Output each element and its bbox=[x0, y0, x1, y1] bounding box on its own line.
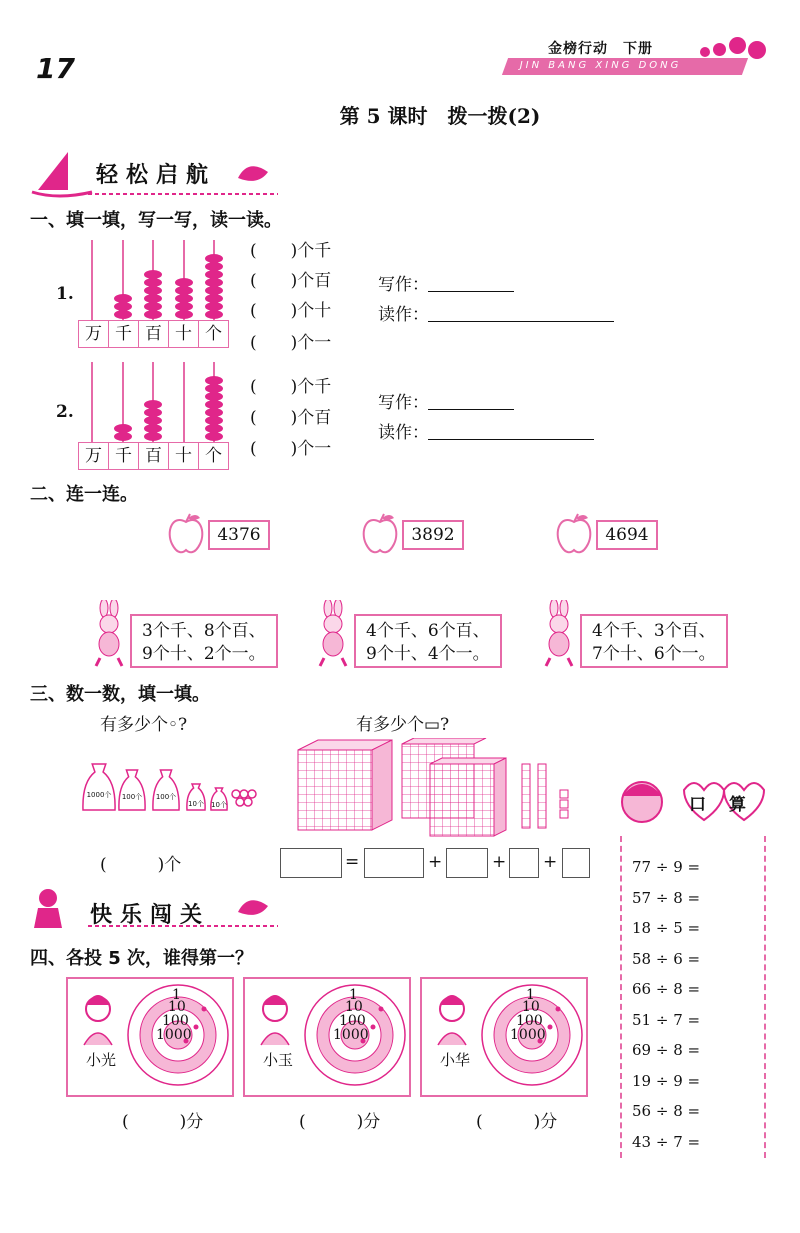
abacus-bead bbox=[205, 376, 223, 385]
decor-dot bbox=[729, 37, 746, 54]
decor-dot bbox=[700, 47, 710, 57]
abacus-bead bbox=[144, 310, 162, 319]
place-label: 个 bbox=[205, 324, 222, 344]
abacus-bead bbox=[205, 270, 223, 279]
abacus-bead bbox=[205, 424, 223, 433]
q1-write-line[interactable] bbox=[428, 291, 514, 292]
beads-icon bbox=[230, 788, 260, 810]
plus-sign: + bbox=[543, 852, 558, 872]
abacus-bead bbox=[114, 424, 132, 433]
abacus-rod bbox=[91, 240, 93, 320]
abacus-rod bbox=[183, 362, 185, 442]
abacus-bead bbox=[205, 416, 223, 425]
target-ring-label: 100 bbox=[162, 1013, 189, 1029]
description-card[interactable] bbox=[580, 614, 728, 668]
q1-read-label: 读作： bbox=[378, 305, 429, 325]
q3-answer-box[interactable] bbox=[364, 848, 424, 878]
abacus-bead bbox=[205, 254, 223, 263]
description-line: 4个千、3个百、 bbox=[592, 621, 716, 641]
oral-calc-item[interactable]: 58 ÷ 6 = bbox=[632, 949, 701, 968]
rabbit-icon bbox=[90, 600, 130, 668]
page-number: 17 bbox=[36, 52, 75, 85]
abacus-bead bbox=[144, 278, 162, 287]
score-answer[interactable]: ( )分 bbox=[476, 1112, 558, 1132]
oral-calc-item[interactable]: 18 ÷ 5 = bbox=[632, 919, 701, 937]
apple-icon bbox=[166, 512, 206, 556]
header-band bbox=[502, 58, 748, 75]
oral-calc-item[interactable]: 43 ÷ 7 = bbox=[632, 1132, 701, 1151]
q2-write-label: 写作： bbox=[378, 393, 429, 413]
blocks-icon bbox=[290, 738, 590, 838]
abacus-bead bbox=[144, 286, 162, 295]
q1-write-label: 写作： bbox=[378, 275, 429, 295]
oral-calc-item[interactable]: 69 ÷ 8 = bbox=[632, 1041, 701, 1059]
oral-calc-item[interactable]: 66 ÷ 8 = bbox=[632, 980, 701, 998]
player-name: 小玉 bbox=[263, 1051, 294, 1069]
place-label: 万 bbox=[79, 321, 109, 347]
header-title: 金榜行动 下册 bbox=[548, 41, 653, 57]
oral-calc-item[interactable]: 51 ÷ 7 = bbox=[632, 1010, 701, 1029]
abacus-bead bbox=[114, 294, 132, 303]
player-name: 小光 bbox=[86, 1051, 117, 1069]
decor-dot bbox=[748, 41, 766, 59]
target-ring-label: 10 bbox=[168, 999, 186, 1015]
apple-icon bbox=[554, 512, 594, 556]
abacus-rod bbox=[91, 362, 93, 442]
place-label: 十 bbox=[169, 321, 199, 347]
q3-answer-box[interactable] bbox=[280, 848, 342, 878]
score-answer[interactable]: ( )分 bbox=[299, 1112, 381, 1132]
abacus-bead bbox=[144, 302, 162, 311]
equals-sign: = bbox=[345, 852, 360, 872]
number-card[interactable]: 3892 bbox=[402, 520, 464, 550]
section2-title: 二、连一连。 bbox=[30, 484, 138, 505]
abacus-bead bbox=[205, 392, 223, 401]
target-ring-label: 1000 bbox=[510, 1027, 546, 1043]
abacus-1-labels bbox=[78, 320, 229, 348]
abacus-bead bbox=[114, 432, 132, 441]
q2-row[interactable]: ( )个百 bbox=[250, 408, 332, 428]
place-label: 个 bbox=[205, 446, 222, 466]
score-answer[interactable]: ( )分 bbox=[122, 1112, 204, 1132]
abacus-bead bbox=[114, 302, 132, 311]
abacus-2-labels bbox=[78, 442, 229, 470]
target-ring-label: 10 bbox=[345, 999, 363, 1015]
q2-read-label: 读作： bbox=[378, 423, 429, 443]
abacus-bead bbox=[114, 310, 132, 319]
child-icon bbox=[432, 991, 472, 1047]
section4-title: 四、各投 5 次，谁得第一？ bbox=[30, 948, 254, 969]
q3-left-answer[interactable]: ( )个 bbox=[100, 855, 182, 875]
bag-label: 100个 bbox=[121, 793, 143, 802]
number-card[interactable]: 4694 bbox=[596, 520, 658, 550]
description-line: 3个千、8个百、 bbox=[142, 621, 266, 641]
child-icon bbox=[78, 991, 118, 1047]
place-label: 万 bbox=[79, 443, 109, 469]
description-line: 7个十、6个一。 bbox=[592, 644, 716, 664]
q3-answer-box[interactable] bbox=[562, 848, 590, 878]
q1-number: 1. bbox=[56, 284, 74, 304]
q2-number: 2. bbox=[56, 402, 74, 422]
q2-read-line[interactable] bbox=[428, 439, 594, 440]
header-band-text: JIN BANG XING DONG bbox=[519, 60, 682, 71]
abacus-bead bbox=[175, 294, 193, 303]
lesson-title: 第 5 课时 拨一拨(2) bbox=[339, 104, 541, 128]
abacus-bead bbox=[175, 310, 193, 319]
abacus-bead bbox=[144, 416, 162, 425]
description-card[interactable] bbox=[130, 614, 278, 668]
child-icon bbox=[255, 991, 295, 1047]
description-card[interactable] bbox=[354, 614, 502, 668]
abacus-bead bbox=[175, 302, 193, 311]
abacus-bead bbox=[144, 270, 162, 279]
target-ring-label: 1000 bbox=[333, 1027, 369, 1043]
abacus-bead bbox=[144, 400, 162, 409]
oral-calc-item[interactable]: 77 ÷ 9 = bbox=[632, 858, 701, 876]
abacus-bead bbox=[205, 262, 223, 271]
abacus-bead bbox=[205, 408, 223, 417]
target-ring-label: 10 bbox=[522, 999, 540, 1015]
target-ring-label: 100 bbox=[516, 1013, 543, 1029]
plus-sign: + bbox=[492, 852, 507, 872]
bag-icon bbox=[152, 768, 180, 812]
abacus-bead bbox=[205, 400, 223, 409]
place-label: 千 bbox=[109, 443, 139, 469]
abacus-bead bbox=[205, 302, 223, 311]
bag-label: 100个 bbox=[155, 793, 177, 802]
oral-calc-item[interactable]: 57 ÷ 8 = bbox=[632, 888, 701, 907]
q2-write-line[interactable] bbox=[428, 409, 514, 410]
description-line: 4个千、6个百、 bbox=[366, 621, 490, 641]
description-line: 9个十、2个一。 bbox=[142, 644, 266, 664]
abacus-bead bbox=[205, 310, 223, 319]
bag-icon bbox=[82, 762, 116, 812]
bag-label: 10个 bbox=[211, 801, 227, 810]
q2-row[interactable]: ( )个千 bbox=[250, 377, 332, 397]
q3-right-question: 有多少个▭? bbox=[356, 715, 450, 735]
abacus-bead bbox=[175, 286, 193, 295]
q1-row[interactable]: ( )个十 bbox=[250, 301, 332, 321]
target-ring-label: 100 bbox=[339, 1013, 366, 1029]
q1-row[interactable]: ( )个一 bbox=[250, 333, 332, 353]
q3-left-question: 有多少个◦? bbox=[100, 715, 188, 735]
q3-answer-box[interactable] bbox=[446, 848, 488, 878]
abacus-bead bbox=[144, 432, 162, 441]
banner-easy-start: 轻松启航 bbox=[96, 163, 217, 188]
oral-title-char: 口 bbox=[689, 795, 706, 815]
oral-title-char: 算 bbox=[729, 795, 746, 815]
abacus-bead bbox=[144, 294, 162, 303]
oral-calc-item[interactable]: 19 ÷ 9 = bbox=[632, 1071, 701, 1090]
bag-icon bbox=[118, 768, 146, 812]
place-label: 十 bbox=[169, 443, 199, 469]
q1-read-line[interactable] bbox=[428, 321, 614, 322]
plus-sign: + bbox=[428, 852, 443, 872]
place-label: 百 bbox=[139, 443, 169, 469]
q3-answer-box[interactable] bbox=[509, 848, 539, 878]
number-card[interactable]: 4376 bbox=[208, 520, 270, 550]
q1-row[interactable]: ( )个千 bbox=[250, 241, 332, 261]
abacus-bead bbox=[205, 286, 223, 295]
section1-title: 一、填一填，写一写，读一读。 bbox=[30, 210, 282, 231]
bag-label: 10个 bbox=[188, 799, 204, 808]
section3-title: 三、数一数，填一填。 bbox=[30, 684, 210, 705]
abacus-bead bbox=[205, 278, 223, 287]
abacus-bead bbox=[205, 384, 223, 393]
q2-row[interactable]: ( )个一 bbox=[250, 439, 332, 459]
bag-label: 1000个 bbox=[86, 790, 112, 799]
player-name: 小华 bbox=[440, 1051, 471, 1069]
place-label: 百 bbox=[139, 321, 169, 347]
rabbit-icon bbox=[314, 600, 354, 668]
abacus-bead bbox=[175, 278, 193, 287]
place-label: 千 bbox=[109, 321, 139, 347]
apple-icon bbox=[360, 512, 400, 556]
target-ring-label: 1 bbox=[349, 987, 358, 1003]
target-ring-label: 1000 bbox=[156, 1027, 192, 1043]
oral-calc-item[interactable]: 56 ÷ 8 = bbox=[632, 1102, 701, 1120]
target-ring-label: 1 bbox=[526, 987, 535, 1003]
abacus-bead bbox=[144, 424, 162, 433]
abacus-bead bbox=[205, 294, 223, 303]
abacus-bead bbox=[205, 432, 223, 441]
description-line: 9个十、4个一。 bbox=[366, 644, 490, 664]
decor-dot bbox=[713, 43, 726, 56]
banner-happy-challenge: 快乐闯关 bbox=[90, 903, 211, 928]
target-ring-label: 1 bbox=[172, 987, 181, 1003]
abacus-bead bbox=[144, 408, 162, 417]
rabbit-icon bbox=[540, 600, 580, 668]
q1-row[interactable]: ( )个百 bbox=[250, 271, 332, 291]
